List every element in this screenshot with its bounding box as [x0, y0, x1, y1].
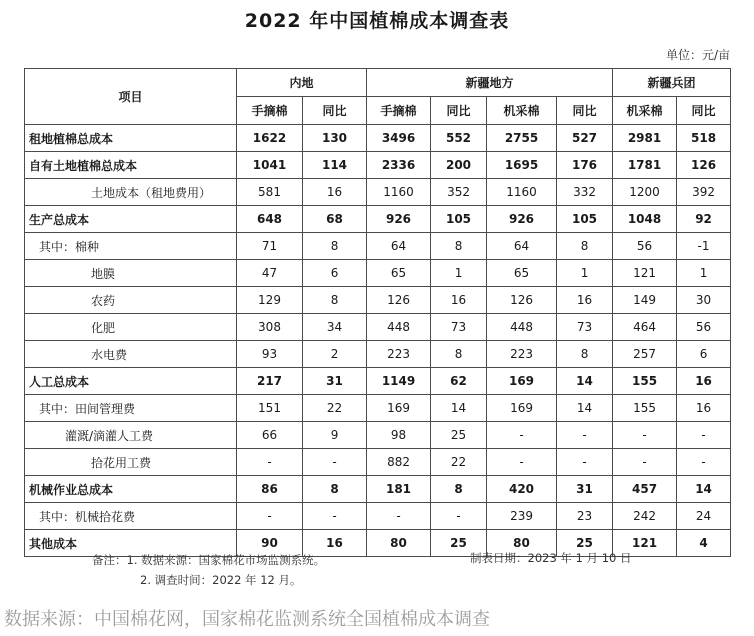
table-cell: 392	[677, 179, 731, 206]
table-cell: 105	[431, 206, 487, 233]
page-title: 2022 年中国植棉成本调查表	[244, 10, 510, 32]
table-cell: 169	[487, 368, 557, 395]
table-cell: 68	[303, 206, 367, 233]
table-cell: -	[487, 449, 557, 476]
table-cell: 56	[613, 233, 677, 260]
table-cell: 8	[431, 233, 487, 260]
subheader: 同比	[431, 97, 487, 125]
table-cell: 420	[487, 476, 557, 503]
table-cell: 527	[557, 125, 613, 152]
table-cell: 1	[431, 260, 487, 287]
table-cell: 25	[431, 530, 487, 557]
table-cell: 257	[613, 341, 677, 368]
row-label: 人工总成本	[25, 368, 237, 395]
table-cell: 16	[303, 530, 367, 557]
table-cell: 25	[431, 422, 487, 449]
table-cell: 47	[237, 260, 303, 287]
table-cell: 223	[367, 341, 431, 368]
row-label: 农药	[25, 287, 237, 314]
unit-label: 单位：元/亩	[665, 48, 730, 62]
table-cell: -	[303, 449, 367, 476]
table-cell: 121	[613, 260, 677, 287]
table-row	[25, 287, 731, 314]
table-cell: 2336	[367, 152, 431, 179]
table-cell: -	[237, 503, 303, 530]
note-line-1: 备注：1. 数据来源：国家棉花市场监测系统。	[92, 553, 326, 567]
table-cell: 14	[677, 476, 731, 503]
table-cell: 64	[367, 233, 431, 260]
table-row	[25, 476, 731, 503]
header-group-xinjiang-local: 新疆地方	[367, 69, 613, 97]
table-row	[25, 206, 731, 233]
table-cell: 14	[557, 368, 613, 395]
table-cell: 8	[303, 233, 367, 260]
row-label: 自有土地植棉总成本	[25, 152, 237, 179]
table-row	[25, 341, 731, 368]
table-cell: 86	[237, 476, 303, 503]
table-cell: 552	[431, 125, 487, 152]
table-cell: 56	[677, 314, 731, 341]
table-cell: 130	[303, 125, 367, 152]
table-row	[25, 179, 731, 206]
table-cell: 114	[303, 152, 367, 179]
table-cell: 1	[557, 260, 613, 287]
row-label: 其中：机械拾花费	[25, 503, 237, 530]
table-row	[25, 368, 731, 395]
table-cell: 352	[431, 179, 487, 206]
data-source: 数据来源：中国棉花网，国家棉花监测系统全国植棉成本调查	[4, 609, 490, 630]
table-cell: 16	[677, 368, 731, 395]
table-cell: 22	[303, 395, 367, 422]
table-cell: 457	[613, 476, 677, 503]
table-cell: 926	[367, 206, 431, 233]
header-group-xinjiang-corps: 新疆兵团	[613, 69, 731, 97]
table-cell: -	[677, 449, 731, 476]
subheader: 同比	[303, 97, 367, 125]
table-cell: 65	[367, 260, 431, 287]
table-row	[25, 260, 731, 287]
row-label: 地膜	[25, 260, 237, 287]
table-cell: 9	[303, 422, 367, 449]
table-cell: 1041	[237, 152, 303, 179]
row-label: 生产总成本	[25, 206, 237, 233]
table-cell: -1	[677, 233, 731, 260]
table-row	[25, 125, 731, 152]
table-cell: 882	[367, 449, 431, 476]
row-label: 机械作业总成本	[25, 476, 237, 503]
table-cell: 308	[237, 314, 303, 341]
subheader: 同比	[557, 97, 613, 125]
table-cell: 92	[677, 206, 731, 233]
table-cell: 8	[431, 476, 487, 503]
table-cell: 176	[557, 152, 613, 179]
table-cell: -	[487, 422, 557, 449]
table-cell: 16	[677, 395, 731, 422]
table-cell: 129	[237, 287, 303, 314]
table-cell: 30	[677, 287, 731, 314]
table-cell: 1200	[613, 179, 677, 206]
table-cell: 31	[303, 368, 367, 395]
table-cell: 448	[367, 314, 431, 341]
table-cell: 105	[557, 206, 613, 233]
table-cell: -	[237, 449, 303, 476]
table-date: 制表日期：2023 年 1 月 10 日	[470, 551, 632, 565]
table-cell: 4	[677, 530, 731, 557]
table-cell: 14	[431, 395, 487, 422]
table-cell: 126	[367, 287, 431, 314]
row-label: 化肥	[25, 314, 237, 341]
table-cell: -	[677, 422, 731, 449]
note-line-2: 2. 调查时间：2022 年 12 月。	[140, 573, 302, 587]
table-cell: -	[557, 449, 613, 476]
table-cell: 581	[237, 179, 303, 206]
table-cell: -	[303, 503, 367, 530]
table-cell: 8	[431, 341, 487, 368]
table-cell: 926	[487, 206, 557, 233]
table-cell: 98	[367, 422, 431, 449]
table-cell: 155	[613, 395, 677, 422]
row-label: 水电费	[25, 341, 237, 368]
table-cell: 16	[431, 287, 487, 314]
table-cell: 23	[557, 503, 613, 530]
subheader: 手摘棉	[237, 97, 303, 125]
table-cell: 73	[557, 314, 613, 341]
table-cell: 73	[431, 314, 487, 341]
table-cell: 1149	[367, 368, 431, 395]
table-cell: 62	[431, 368, 487, 395]
table-cell: 1160	[367, 179, 431, 206]
table-cell: 22	[431, 449, 487, 476]
table-cell: 93	[237, 341, 303, 368]
table-cell: 149	[613, 287, 677, 314]
table-cell: 648	[237, 206, 303, 233]
table-body	[25, 125, 731, 557]
table-cell: 448	[487, 314, 557, 341]
table-cell: 3496	[367, 125, 431, 152]
table-cell: 71	[237, 233, 303, 260]
table-cell: 464	[613, 314, 677, 341]
header-item: 项目	[25, 69, 237, 125]
table-cell: 2755	[487, 125, 557, 152]
table-row	[25, 422, 731, 449]
table-cell: 332	[557, 179, 613, 206]
subheader: 手摘棉	[367, 97, 431, 125]
table-cell: 14	[557, 395, 613, 422]
table-cell: 16	[303, 179, 367, 206]
row-label: 其中：棉种	[25, 233, 237, 260]
table-cell: 1048	[613, 206, 677, 233]
table-cell: 16	[557, 287, 613, 314]
row-label: 土地成本（租地费用）	[25, 179, 237, 206]
table-cell: 217	[237, 368, 303, 395]
table-cell: 126	[487, 287, 557, 314]
table-cell: 1	[677, 260, 731, 287]
table-cell: -	[367, 503, 431, 530]
table-cell: 8	[303, 476, 367, 503]
table-cell: 8	[303, 287, 367, 314]
table-cell: 34	[303, 314, 367, 341]
table-cell: 223	[487, 341, 557, 368]
table-cell: -	[431, 503, 487, 530]
header-group-inland: 内地	[237, 69, 367, 97]
table-cell: 6	[677, 341, 731, 368]
table-cell: 6	[303, 260, 367, 287]
table-cell: 25	[557, 530, 613, 557]
table-cell: -	[613, 449, 677, 476]
cost-table	[24, 68, 731, 557]
table-cell: 242	[613, 503, 677, 530]
table-row	[25, 395, 731, 422]
table-cell: 151	[237, 395, 303, 422]
row-label: 其他成本	[25, 530, 237, 557]
table-cell: 181	[367, 476, 431, 503]
table-cell: 126	[677, 152, 731, 179]
table-cell: 2981	[613, 125, 677, 152]
table-cell: 31	[557, 476, 613, 503]
table-cell: -	[613, 422, 677, 449]
table-cell: 169	[367, 395, 431, 422]
table-cell: -	[557, 422, 613, 449]
table-row	[25, 314, 731, 341]
subheader: 机采棉	[487, 97, 557, 125]
table-cell: 90	[237, 530, 303, 557]
table-cell: 1160	[487, 179, 557, 206]
table-cell: 64	[487, 233, 557, 260]
row-label: 灌溉/滴灌人工费	[25, 422, 237, 449]
table-cell: 80	[487, 530, 557, 557]
table-cell: 121	[613, 530, 677, 557]
table-cell: 155	[613, 368, 677, 395]
table-cell: 1781	[613, 152, 677, 179]
row-label: 租地植棉总成本	[25, 125, 237, 152]
table-row	[25, 449, 731, 476]
table-row	[25, 233, 731, 260]
subheader: 机采棉	[613, 97, 677, 125]
table-cell: 169	[487, 395, 557, 422]
table-cell: 1695	[487, 152, 557, 179]
table-cell: 2	[303, 341, 367, 368]
table-row	[25, 503, 731, 530]
table-cell: 200	[431, 152, 487, 179]
table-cell: 24	[677, 503, 731, 530]
table-cell: 80	[367, 530, 431, 557]
table-cell: 239	[487, 503, 557, 530]
table-cell: 8	[557, 341, 613, 368]
table-cell: 65	[487, 260, 557, 287]
notes	[92, 550, 325, 590]
table-cell: 8	[557, 233, 613, 260]
table-cell: 518	[677, 125, 731, 152]
table-row	[25, 152, 731, 179]
table-cell: 66	[237, 422, 303, 449]
row-label: 拾花用工费	[25, 449, 237, 476]
subheader: 同比	[677, 97, 731, 125]
row-label: 其中：田间管理费	[25, 395, 237, 422]
table-cell: 1622	[237, 125, 303, 152]
